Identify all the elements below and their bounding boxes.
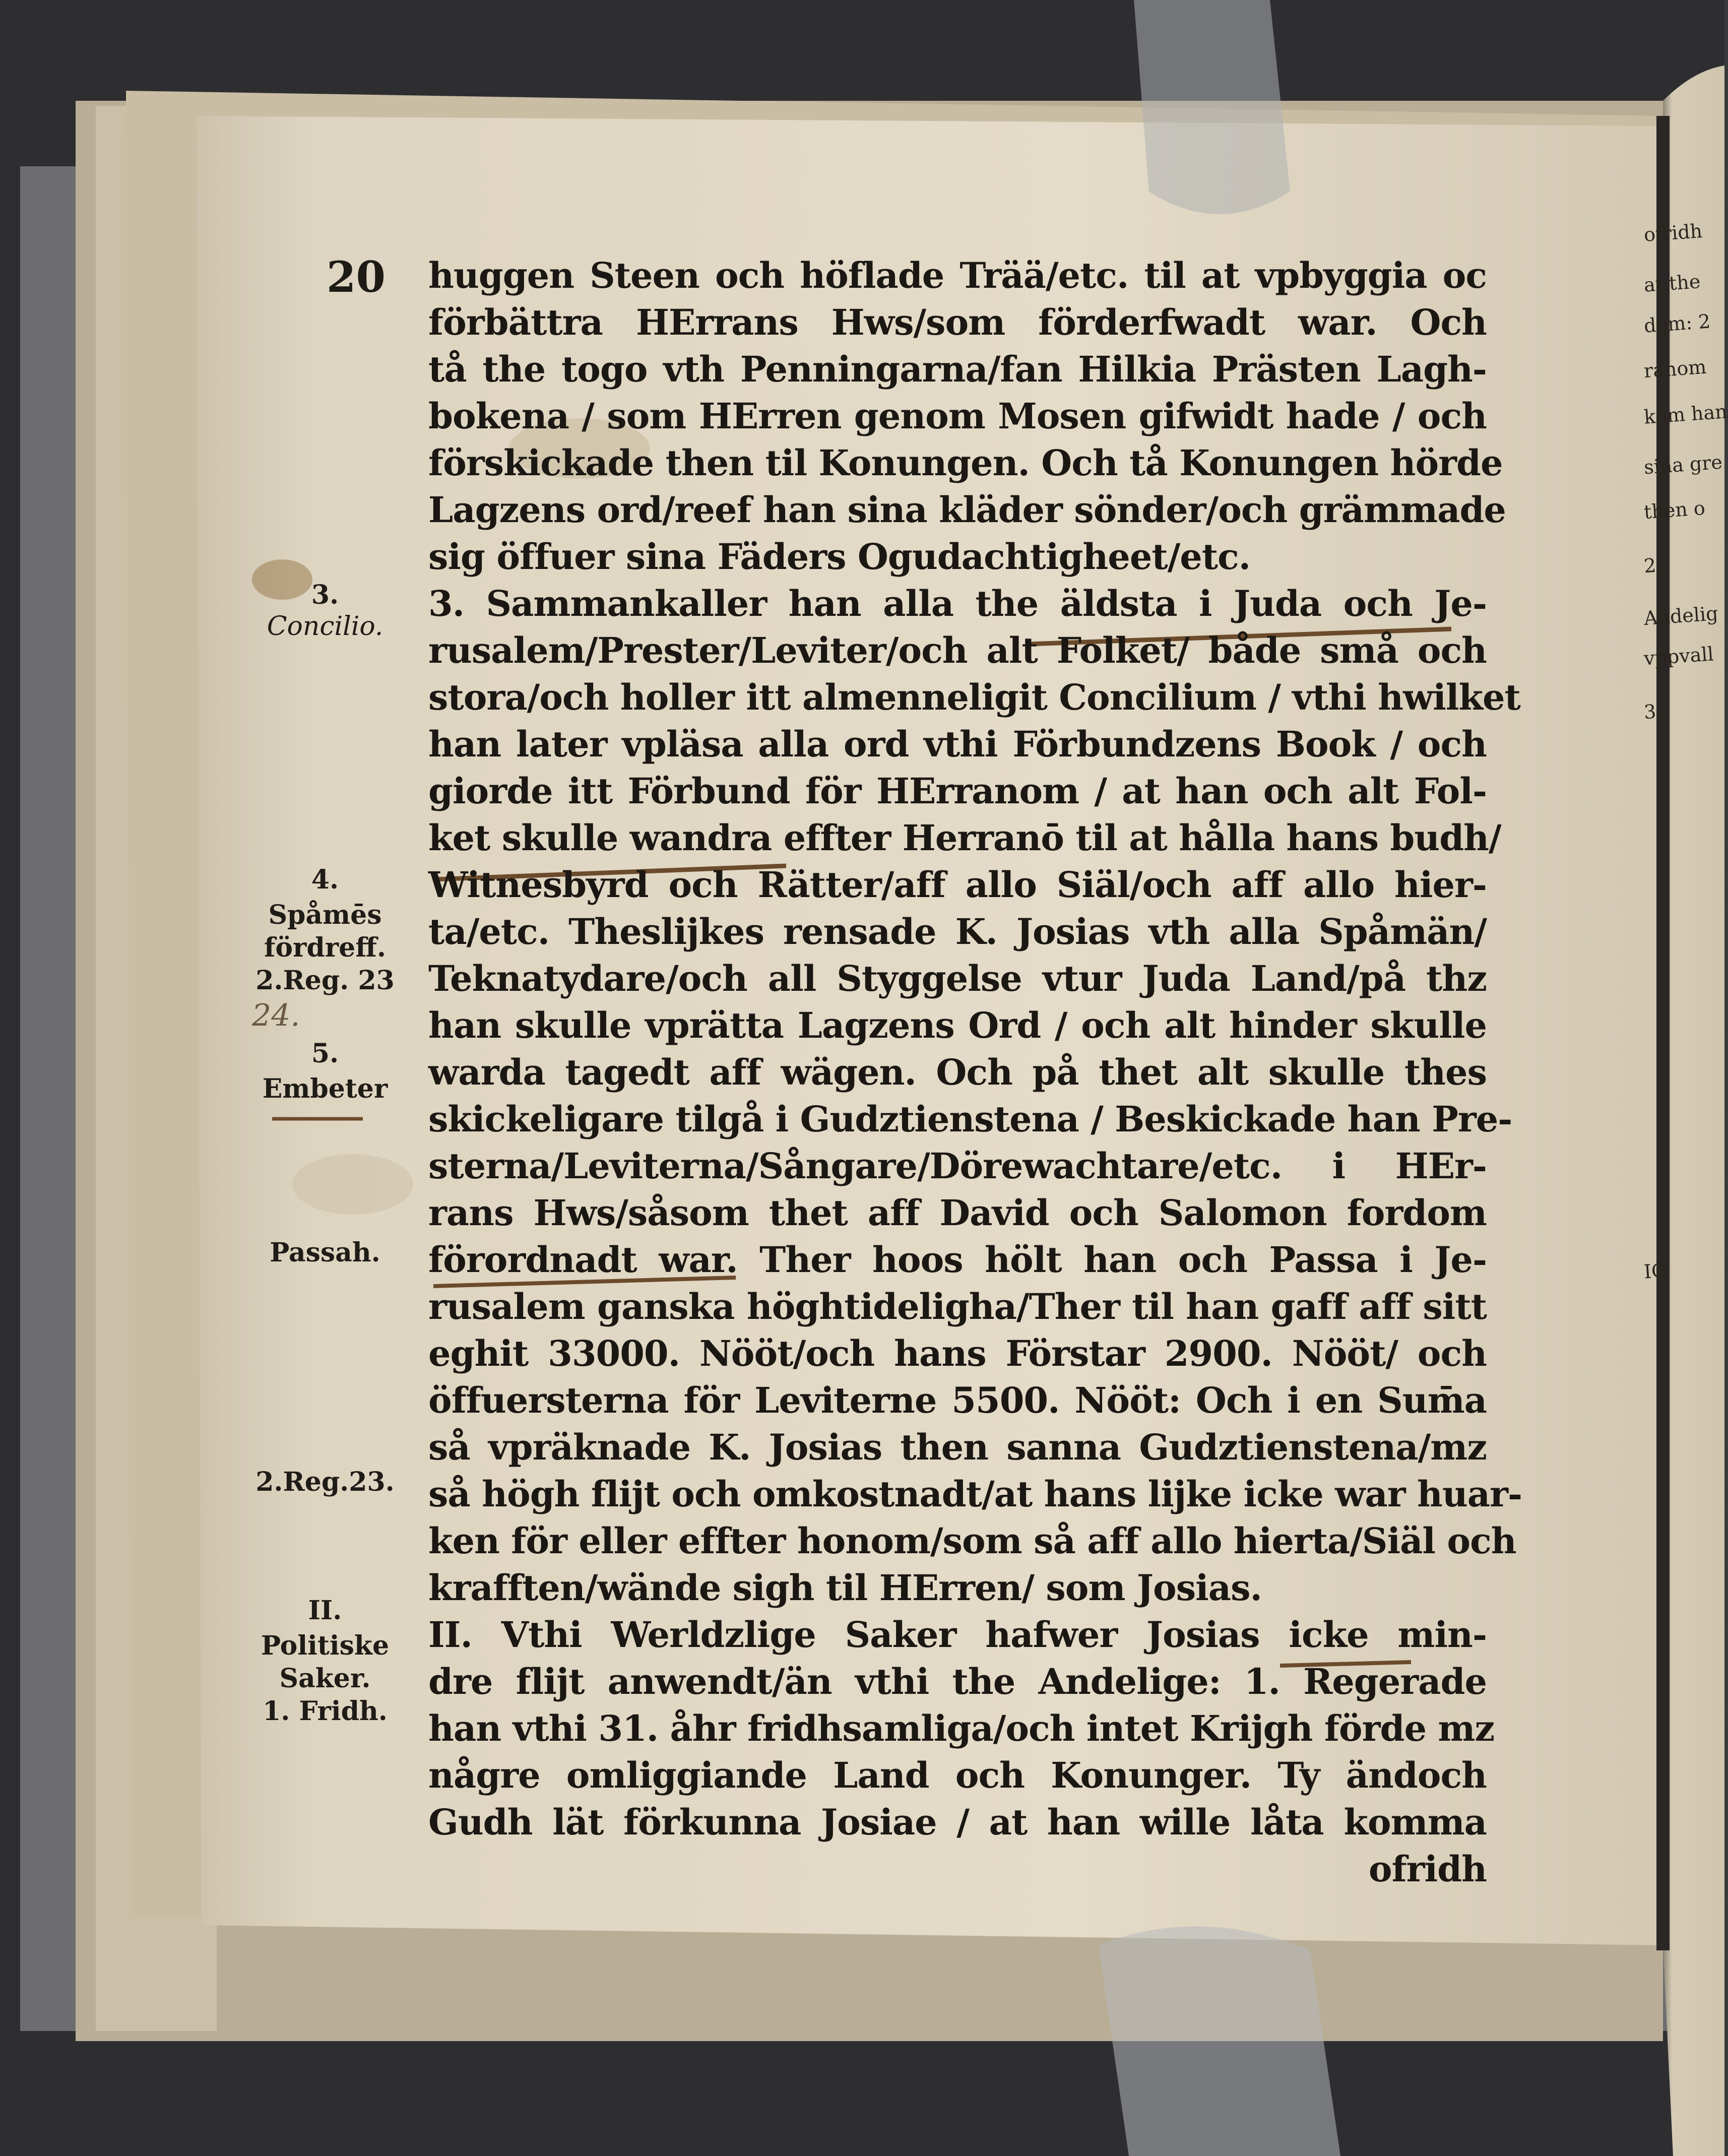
facing-page-fragment: kom han bbox=[1643, 400, 1728, 428]
facing-page-fragment: sina gre bbox=[1643, 451, 1723, 479]
text-line: ta/etc. Theslijkes rensade K. Josias vth alla Spåmän/ bbox=[428, 911, 1487, 953]
page-number: 20 bbox=[327, 252, 386, 302]
margin-note: Politiske bbox=[261, 1630, 390, 1661]
text-line: Teknatydare/och all Styggelse vtur Juda Land/på thz bbox=[428, 958, 1487, 999]
text-line: sterna/Leviterna/Sångare/Dörewachtare/etc. i HEr- bbox=[428, 1145, 1487, 1187]
facing-page-fragment: at the bbox=[1643, 270, 1701, 296]
facing-page-fragment: 3. bbox=[1643, 700, 1663, 724]
margin-note: 3. bbox=[311, 580, 339, 610]
text-line: förskickade then til Konungen. Och tå Konungen hörde bbox=[428, 442, 1503, 484]
margin-note: Saker. bbox=[279, 1663, 371, 1694]
facing-page-fragment: vppvall bbox=[1643, 643, 1714, 670]
text-line: warda tagedt aff wägen. Och på thet alt skulle thes bbox=[428, 1051, 1487, 1093]
text-line: Gudh lät förkunna Josiae / at han wille låta komma bbox=[428, 1801, 1487, 1843]
margin-note: Passah. bbox=[270, 1237, 380, 1268]
text-line: öffuersterna för Leviterne 5500. Nööt: Och i en Sum̄a bbox=[428, 1379, 1487, 1421]
margin-note: Embeter bbox=[262, 1073, 388, 1104]
text-line: krafften/wände sigh til HErren/ som Josias. bbox=[428, 1567, 1262, 1609]
text-line: så vpräknade K. Josias then sanna Gudztienstena/mz bbox=[428, 1426, 1487, 1468]
text-line: stora/och holler itt almenneligit Concilium / vthi hwilket bbox=[428, 676, 1520, 718]
text-line: förbättra HErrans Hws/som förderfwadt war. Och bbox=[428, 301, 1487, 343]
text-line: skickeligare tilgå i Gudztienstena / Beskickade han Pre- bbox=[428, 1098, 1512, 1140]
page-text-block bbox=[242, 252, 1522, 1915]
text-line: Lagzens ord/reef han sina kläder sönder/och grämmade bbox=[428, 489, 1506, 531]
margin-note: 2.Reg. 23 bbox=[255, 965, 395, 996]
text-line: eghit 33000. Nööt/och hans Förstar 2900. Nööt/ och bbox=[428, 1333, 1487, 1374]
text-line: dre flijt anwendt/än vthi the Andelige: 1. Regerade bbox=[428, 1661, 1487, 1702]
facing-page-fragment: 2. bbox=[1643, 553, 1663, 578]
margin-notes bbox=[242, 252, 408, 1915]
margin-note: 5. bbox=[311, 1038, 339, 1069]
facing-page-fragment: ofridh bbox=[1643, 220, 1703, 246]
text-line: huggen Steen och höflade Trää/etc. til at vpbyggia oc bbox=[428, 255, 1487, 296]
text-line: rusalem ganska höghtideligha/Ther til han gaff aff sitt bbox=[428, 1286, 1487, 1327]
text-line: rans Hws/såsom thet aff David och Salomon fordom bbox=[428, 1192, 1487, 1234]
text-line: sig öffuer sina Fäders Ogudachtigheet/etc. bbox=[428, 536, 1251, 578]
facing-page-fragment: IO bbox=[1643, 1259, 1668, 1283]
text-line: bokena / som HErren genom Mosen gifwidt hade / och bbox=[428, 395, 1487, 437]
facing-page-fragment: ranom bbox=[1643, 355, 1707, 383]
margin-note: 2.Reg.23. bbox=[255, 1467, 395, 1497]
text-line: Witnesbyrd och Rätter/aff allo Siäl/och aff allo hier- bbox=[428, 864, 1487, 906]
facing-page-edge bbox=[1643, 192, 1728, 2056]
text-line: någre omliggiande Land och Konunger. Ty ändoch bbox=[428, 1754, 1487, 1796]
text-line: han vthi 31. åhr fridhsamliga/och intet Krijgh förde mz bbox=[428, 1707, 1495, 1749]
text-line: så högh flijt och omkostnadt/at hans lijke icke war huar- bbox=[428, 1473, 1522, 1515]
margin-note: 4. bbox=[311, 864, 339, 895]
text-line: han later vpläsa alla ord vthi Förbundzens Book / och bbox=[428, 723, 1487, 765]
text-line: ken för eller effter honom/som så aff allo hierta/Siäl och bbox=[428, 1520, 1516, 1562]
facing-page-fragment: then o bbox=[1643, 496, 1706, 524]
text-line: han skulle vprätta Lagzens Ord / och alt hinder skulle bbox=[428, 1004, 1487, 1046]
text-line: 3. Sammankaller han alla the äldsta i Juda och Je- bbox=[428, 583, 1487, 624]
handwritten-annotation: 24. bbox=[252, 998, 300, 1033]
margin-note: II. bbox=[308, 1595, 342, 1626]
text-line: giorde itt Förbund för HErranom / at han och alt Fol- bbox=[428, 770, 1487, 812]
margin-note: fördreff. bbox=[264, 932, 387, 963]
margin-note: Concilio. bbox=[267, 611, 383, 642]
facing-page-fragment: dom: 2 bbox=[1643, 310, 1711, 337]
facing-page-fragment: Andelig bbox=[1643, 602, 1719, 630]
margin-note: Spåmēs bbox=[268, 900, 382, 930]
text-line: rusalem/Prester/Leviter/och alt Folket/ både små och bbox=[428, 629, 1487, 671]
text-line: tå the togo vth Penningarna/fan Hilkia Prästen Lagh- bbox=[428, 348, 1487, 390]
text-line: ofridh bbox=[1368, 1848, 1487, 1890]
body-text bbox=[428, 252, 1522, 1892]
margin-note: 1. Fridh. bbox=[263, 1696, 388, 1727]
text-line: II. Vthi Werldzlige Saker hafwer Josias icke min- bbox=[428, 1614, 1487, 1656]
text-line: ket skulle wandra effter Herranō til at hålla hans budh/ bbox=[428, 817, 1501, 859]
text-line: förordnadt war. Ther hoos hölt han och Passa i Je- bbox=[428, 1239, 1487, 1281]
